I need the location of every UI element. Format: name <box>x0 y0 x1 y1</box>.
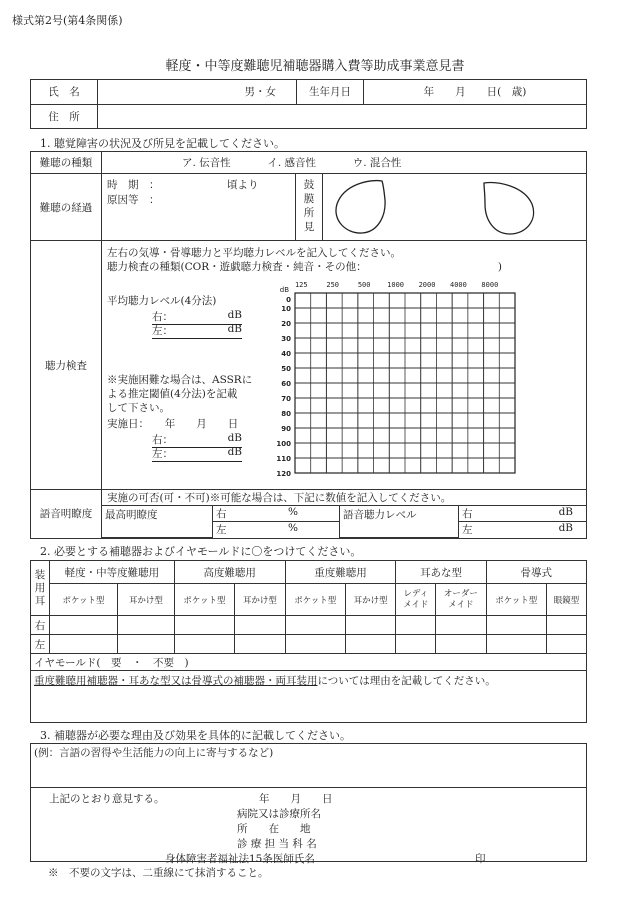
example-text: (例：言語の習得や生活能力の向上に寄与するなど) <box>34 747 274 759</box>
ear-label: 装 用 耳 <box>31 561 50 616</box>
department-label: 診 療 担 当 科 名 <box>237 838 317 850</box>
section3-table <box>30 743 587 865</box>
level-label: 80 <box>281 410 291 418</box>
type-mixed[interactable]: ウ. 混合性 <box>352 157 402 169</box>
page-title: 軽度・中等度難聴児補聴器購入費等助成事業意見書 <box>165 59 465 74</box>
level-label: 40 <box>281 350 291 358</box>
level-label: 60 <box>281 380 291 388</box>
table-row <box>31 616 587 635</box>
reason-field[interactable] <box>31 744 587 788</box>
option-cell[interactable] <box>436 635 486 654</box>
statement: 上記のとおり意見する。 <box>49 793 165 805</box>
speech-instruction[interactable]: 実施の可否(可・不可)※可能な場合は、下記に数値を記入してください。 <box>102 490 587 506</box>
sub-pocket: ポケット型 <box>174 584 234 616</box>
assr-left-field[interactable]: 左： dB <box>152 446 242 460</box>
option-cell[interactable] <box>546 616 586 635</box>
form-number: 様式第2号(第4条関係) <box>12 14 123 27</box>
eardrum-right-icon <box>330 178 390 238</box>
freq-label: 1000 <box>387 281 405 289</box>
option-cell[interactable] <box>50 635 118 654</box>
sub-custom: オーダー メイド <box>436 584 486 616</box>
group-ite: 耳あな型 <box>396 561 486 584</box>
option-cell[interactable] <box>50 616 118 635</box>
type-label: 難聴の種類 <box>31 152 102 174</box>
freq-label: 8000 <box>481 281 499 289</box>
sub-ready-made: レディ メイド <box>396 584 436 616</box>
db-axis-label: dB <box>279 286 289 294</box>
avg-right-field[interactable]: 右： dB <box>152 309 242 323</box>
reason-rest: については理由を記載してください。 <box>317 675 496 687</box>
sub-bte: 耳かけ型 <box>235 584 285 616</box>
signature-block <box>31 788 587 865</box>
sub-glasses: 眼鏡型 <box>546 584 586 616</box>
max-clarity-label: 最高明瞭度 <box>102 506 213 537</box>
level-label: 100 <box>276 440 291 448</box>
option-cell[interactable] <box>285 616 345 635</box>
hearing-instruction-1: 左右の気導・骨導聴力と平均聴力レベルを記入してください。 <box>107 247 401 259</box>
location-label: 所 在 地 <box>237 823 311 835</box>
sub-pocket: ポケット型 <box>285 584 345 616</box>
name-label: 氏 名 <box>31 80 98 105</box>
group-profound: 重度難聴用 <box>285 561 396 584</box>
dob-field[interactable]: 年 月 日( 歳) <box>364 80 587 105</box>
option-cell[interactable] <box>235 616 285 635</box>
option-cell[interactable] <box>285 635 345 654</box>
option-cell[interactable] <box>235 635 285 654</box>
clarity-right[interactable]: 右 % <box>213 506 340 522</box>
period-suffix: 頃より <box>227 179 259 191</box>
type-sensorineural[interactable]: イ. 感音性 <box>267 157 317 169</box>
reason-cell[interactable] <box>31 671 587 723</box>
audiogram[interactable] <box>267 277 587 487</box>
sub-pocket: ポケット型 <box>486 584 546 616</box>
type-conductive[interactable]: ア. 伝音性 <box>182 157 231 169</box>
section3-heading: 3. 補聴器が必要な理由及び効果を具体的に記載してください。 <box>40 729 351 742</box>
sub-pocket: ポケット型 <box>50 584 118 616</box>
level-label: 0 <box>286 296 291 304</box>
type-options[interactable] <box>102 152 587 174</box>
address-label: 住 所 <box>31 104 98 129</box>
hearing-cell <box>102 241 587 490</box>
group-mild: 軽度・中等度難聴用 <box>50 561 175 584</box>
option-cell[interactable] <box>117 635 174 654</box>
level-label: 70 <box>281 395 291 403</box>
freq-label: 4000 <box>449 281 467 289</box>
doctor-label: 身体障害者福祉法15条医師氏名 <box>165 853 315 865</box>
group-bone: 骨導式 <box>486 561 586 584</box>
reason-underlined: 重度難聴用補聴器・耳あな型又は骨導式の補聴器・両耳装用 <box>34 675 318 687</box>
option-cell[interactable] <box>174 616 234 635</box>
level-label: 10 <box>281 305 291 313</box>
sex-choice[interactable]: 男・女 <box>244 86 276 99</box>
section1-heading: 1. 聴覚障害の状況及び所見を記載してください。 <box>40 137 285 150</box>
name-field[interactable] <box>98 80 297 105</box>
option-cell[interactable] <box>436 616 486 635</box>
earmold-choice[interactable]: イヤモールド( 要 ・ 不要 ) <box>31 654 587 671</box>
level-label: 20 <box>281 320 291 328</box>
test-date[interactable]: 実施日： 年 月 日 <box>107 418 239 430</box>
hearing-aid-table <box>30 560 587 723</box>
group-severe: 高度難聴用 <box>174 561 285 584</box>
clarity-left[interactable]: 左 % <box>213 522 340 538</box>
footer-note: ※ 不要の文字は、二重線にて抹消すること。 <box>48 867 269 879</box>
hearing-label: 聴力検査 <box>31 241 102 490</box>
speech-values <box>102 506 586 538</box>
hospital-label: 病院又は診療所名 <box>237 808 321 820</box>
assr-note: ※実施困難な場合は、ASSRに よる推定閾値(4分法)を記載 して下さい。 <box>107 374 253 414</box>
person-table <box>30 79 587 129</box>
eardrum-left-icon <box>480 180 542 238</box>
option-cell[interactable] <box>546 635 586 654</box>
level-label: 110 <box>276 455 291 463</box>
option-cell[interactable] <box>174 635 234 654</box>
course-cell[interactable] <box>102 174 587 241</box>
option-cell[interactable] <box>345 616 395 635</box>
option-cell[interactable] <box>117 616 174 635</box>
section2-heading: 2. 必要とする補聴器およびイヤモールドに〇をつけてください。 <box>40 545 362 558</box>
option-cell[interactable] <box>396 616 436 635</box>
period-label: 時 期 ： <box>107 179 160 191</box>
eardrum-label: 鼓 膜 所 見 <box>295 174 323 241</box>
address-field[interactable] <box>98 104 587 129</box>
sub-bte: 耳かけ型 <box>345 584 395 616</box>
level-label: 120 <box>276 470 291 478</box>
freq-label: 2000 <box>418 281 436 289</box>
option-cell[interactable] <box>486 616 546 635</box>
speech-label: 語音明瞭度 <box>31 490 102 539</box>
level-label: 50 <box>281 365 291 373</box>
level-right[interactable]: 右 dB <box>459 506 587 522</box>
assr-right-field[interactable]: 右： dB <box>152 432 242 446</box>
avg-label: 平均聴力レベル(4分法) <box>107 295 217 307</box>
row-right-label: 右 <box>31 616 50 635</box>
row-left-label: 左 <box>31 635 50 654</box>
sign-date[interactable]: 年 月 日 <box>259 793 333 805</box>
freq-label: 250 <box>326 281 340 289</box>
cause-label: 原因等 ： <box>107 194 160 206</box>
table-row <box>31 635 587 654</box>
course-label: 難聴の経過 <box>31 174 102 241</box>
hearing-instruction-2[interactable]: 聴力検査の種類(COR・遊戯聴力検査・純音・その他： ) <box>107 261 502 273</box>
level-left[interactable]: 左 dB <box>459 522 587 538</box>
section1-table <box>30 151 587 539</box>
option-cell[interactable] <box>396 635 436 654</box>
level-label: 90 <box>281 425 291 433</box>
dob-label: 生年月日 <box>297 80 364 105</box>
level-label: 30 <box>281 335 291 343</box>
avg-left-field[interactable]: 左： dB <box>152 323 242 337</box>
seal-label: 印 <box>475 853 486 865</box>
option-cell[interactable] <box>345 635 395 654</box>
speech-level-label: 語音聴力レベル <box>340 506 459 537</box>
option-cell[interactable] <box>486 635 546 654</box>
freq-label: 500 <box>357 281 371 289</box>
freq-label: 125 <box>294 281 308 289</box>
sub-bte: 耳かけ型 <box>117 584 174 616</box>
